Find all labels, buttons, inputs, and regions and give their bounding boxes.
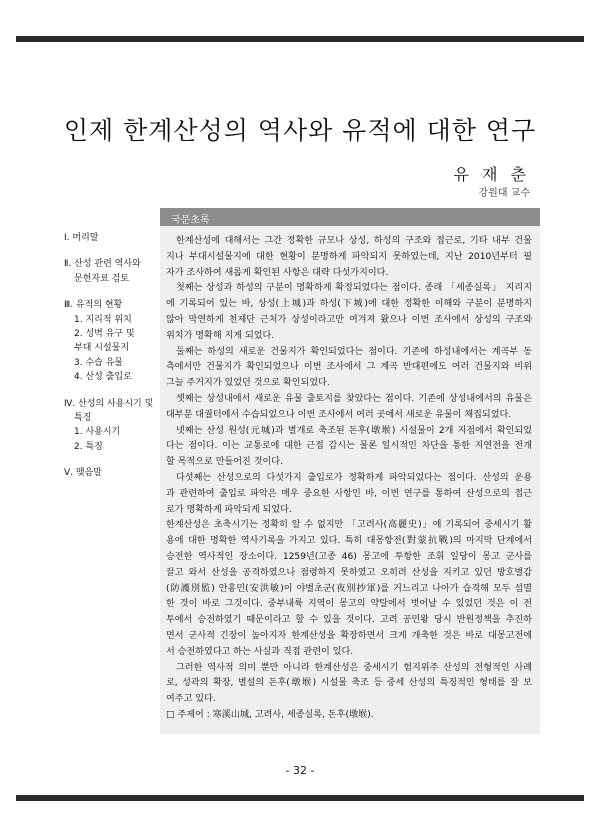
abstract-line: 한 것이 바로 그것이다. 중부내륙 지역이 몽고의 약탈에서 벗어날 수 있었던 것은 이 전 xyxy=(166,599,532,610)
toc-heading: Ⅰ. 머리말 xyxy=(64,233,99,243)
top-rule xyxy=(16,36,584,42)
toc-subitem: 1. 지리적 위치 xyxy=(74,314,132,325)
abstract-line: 로가 명확하게 파악되게 되었다. xyxy=(166,504,292,515)
toc-section xyxy=(64,257,164,286)
paper-title: 인제 한계산성의 역사와 유적에 대한 연구 xyxy=(63,116,537,145)
toc-subitem: 2. 특징 xyxy=(74,441,103,452)
toc-heading: Ⅱ. 산성 관련 역사와 xyxy=(64,259,141,270)
abstract-line: (防護別監) 안홍민(安洪敏)이 야별초군(夜別抄軍)를 거느리고 나아가 습격해 모두 섬멸 xyxy=(166,583,532,594)
abstract-line: 한계산성은 초축시기는 정확히 알 수 없지만 「고려사(高麗史)」에 기록되어 중세시기 활 xyxy=(166,520,532,531)
abstract-line: 그늘 주거지가 있었던 것으로 확인되었다. xyxy=(166,378,330,389)
toc-section xyxy=(64,466,164,480)
abstract-line: 측에서만 건물지가 확인되었으나 이번 조사에서 그 계곡 반대편에도 여러 건물지와 비위 xyxy=(166,362,532,373)
toc-subitem: 4. 산성 출입로 xyxy=(74,372,132,383)
abstract-line: 투에서 승전하였기 때문이라고 할 수 있을 것이다. 고려 공민왕 당시 반원정책을 추진하 xyxy=(166,615,532,626)
abstract-line: 용에 대한 명확한 역사기록을 가지고 있다. 특히 대몽항전(對蒙抗戰)의 마지막 단계에서 xyxy=(166,536,532,547)
abstract-line: 로, 성곽의 확장, 별설의 돈후(墩堠) 시설물 축조 등 중세 산성의 특징적인 형태를 잘 보 xyxy=(166,678,532,689)
abstract-line: 자가 조사하여 새롭게 확인된 사항은 대략 다섯가지이다. xyxy=(166,267,389,278)
toc-heading: Ⅳ. 산성의 사용시기 및 xyxy=(64,398,154,409)
toc-subitem: 특징 xyxy=(74,413,92,424)
abstract-line: 지나 부대시설물지에 대한 현황이 분명하게 파악되지 못하였는데, 지난 2010년부터 필 xyxy=(166,251,532,262)
abstract-header-label: 국문초록 xyxy=(171,215,210,226)
abstract-line: 승전한 역사적인 장소이다. 1259년(고종 46) 몽고에 투항한 조휘 일당이 몽고 군사를 xyxy=(166,551,532,562)
abstract-line: 끌고 와서 산성을 공격하였으나 점령하지 못하였고 오히려 산성을 지키고 있던 방호별감 xyxy=(166,567,532,578)
bottom-rule xyxy=(16,795,584,801)
abstract-line: 에 기록되어 있는 바, 상성(上城)과 하성(下城)에 대한 정확한 이해와 구분이 분명하지 xyxy=(166,299,532,310)
abstract-line: 면서 군사적 긴장이 높아지자 한계산성을 확장하면서 크게 개축한 것은 바로 대몽고전에 xyxy=(166,630,532,641)
abstract-line: 둘째는 하성의 새로운 건물지가 확인되었다는 점이다. 기존에 하성내에서는 계곡부 동 xyxy=(176,346,532,357)
abstract-line: 않아 막연하게 천제단 근처가 상성이라고만 여겨져 왔으나 이번 조사에서 상성의 구조와 xyxy=(166,314,532,325)
toc-heading: Ⅲ. 유적의 현황 xyxy=(64,300,123,311)
toc-subitem: 3. 수습 유물 xyxy=(74,357,124,368)
toc-section xyxy=(64,231,164,245)
abstract-line: 과 관련하여 출입로 파악은 매우 중요한 사항인 바, 이번 연구를 통하여 산성으로의 접근 xyxy=(166,488,532,499)
abstract-line: 셋째는 상성내에서 새로운 유물 출토지를 찾았다는 점이다. 기존에 상성내에서의 유물은 xyxy=(176,393,532,404)
abstract-line: □ 주제어 : 寒溪山城, 고려사, 세종실록, 돈후(墩堠). xyxy=(166,709,374,720)
toc-section xyxy=(64,298,164,384)
toc-subitem: 부대 시설물지 xyxy=(74,343,130,354)
abstract-line: 서 승전하였다고 하는 사실과 직접 관련이 있다. xyxy=(166,646,354,657)
abstract-header xyxy=(160,208,540,226)
abstract-line: 대부분 대궐터에서 수습되었으나 이번 조사에서 여러 곳에서 새로운 유물이 채집되었다. xyxy=(166,409,512,420)
author-name: 유 재 춘 xyxy=(453,165,530,184)
abstract-text xyxy=(166,234,532,724)
abstract-line: 할 목적으로 만들어진 것이다. xyxy=(166,457,283,468)
abstract-line: 첫째는 상성과 하성의 구분이 명확하게 확정되었다는 점이다. 종래 「세종실록」 지리지 xyxy=(176,283,532,294)
abstract-line: 여주고 있다. xyxy=(166,694,216,705)
abstract-line: 한계산성에 대해서는 그간 정확한 규모나 상성, 하성의 구조와 접근로, 기타 내부 건물 xyxy=(176,236,532,246)
page-number: - 32 - xyxy=(285,764,315,777)
toc-subitem: 문헌자료 검토 xyxy=(74,273,130,284)
abstract-line: 그러한 역사적 의미 뿐만 아니라 한계산성은 중세시기 험지위주 산성의 전형적인 사례 xyxy=(176,662,532,673)
abstract-line: 넷째는 산성 원성(元城)과 별개로 축조된 돈후(墩堠) 시설물이 2개 지점에서 확인되었 xyxy=(176,425,532,436)
table-of-contents xyxy=(64,231,164,493)
abstract-line: 위치가 명확해 지게 되었다. xyxy=(166,330,275,341)
author-affiliation: 강원대 교수 xyxy=(478,188,530,199)
toc-section xyxy=(64,397,164,455)
toc-subitem: 1. 사용시기 xyxy=(74,427,121,438)
abstract-line: 다는 점이다. 이는 교통로에 대한 근접 감시는 물론 일시적인 차단을 통한 지연전을 전개 xyxy=(166,441,532,452)
toc-heading: Ⅴ. 맺음말 xyxy=(64,468,102,479)
toc-subitem: 2. 성벽 유구 및 xyxy=(74,329,135,340)
abstract-line: 다섯째는 산성으로의 다섯가지 출입로가 정확하게 파악되었다는 점이다. 산성의 운용 xyxy=(176,472,532,483)
